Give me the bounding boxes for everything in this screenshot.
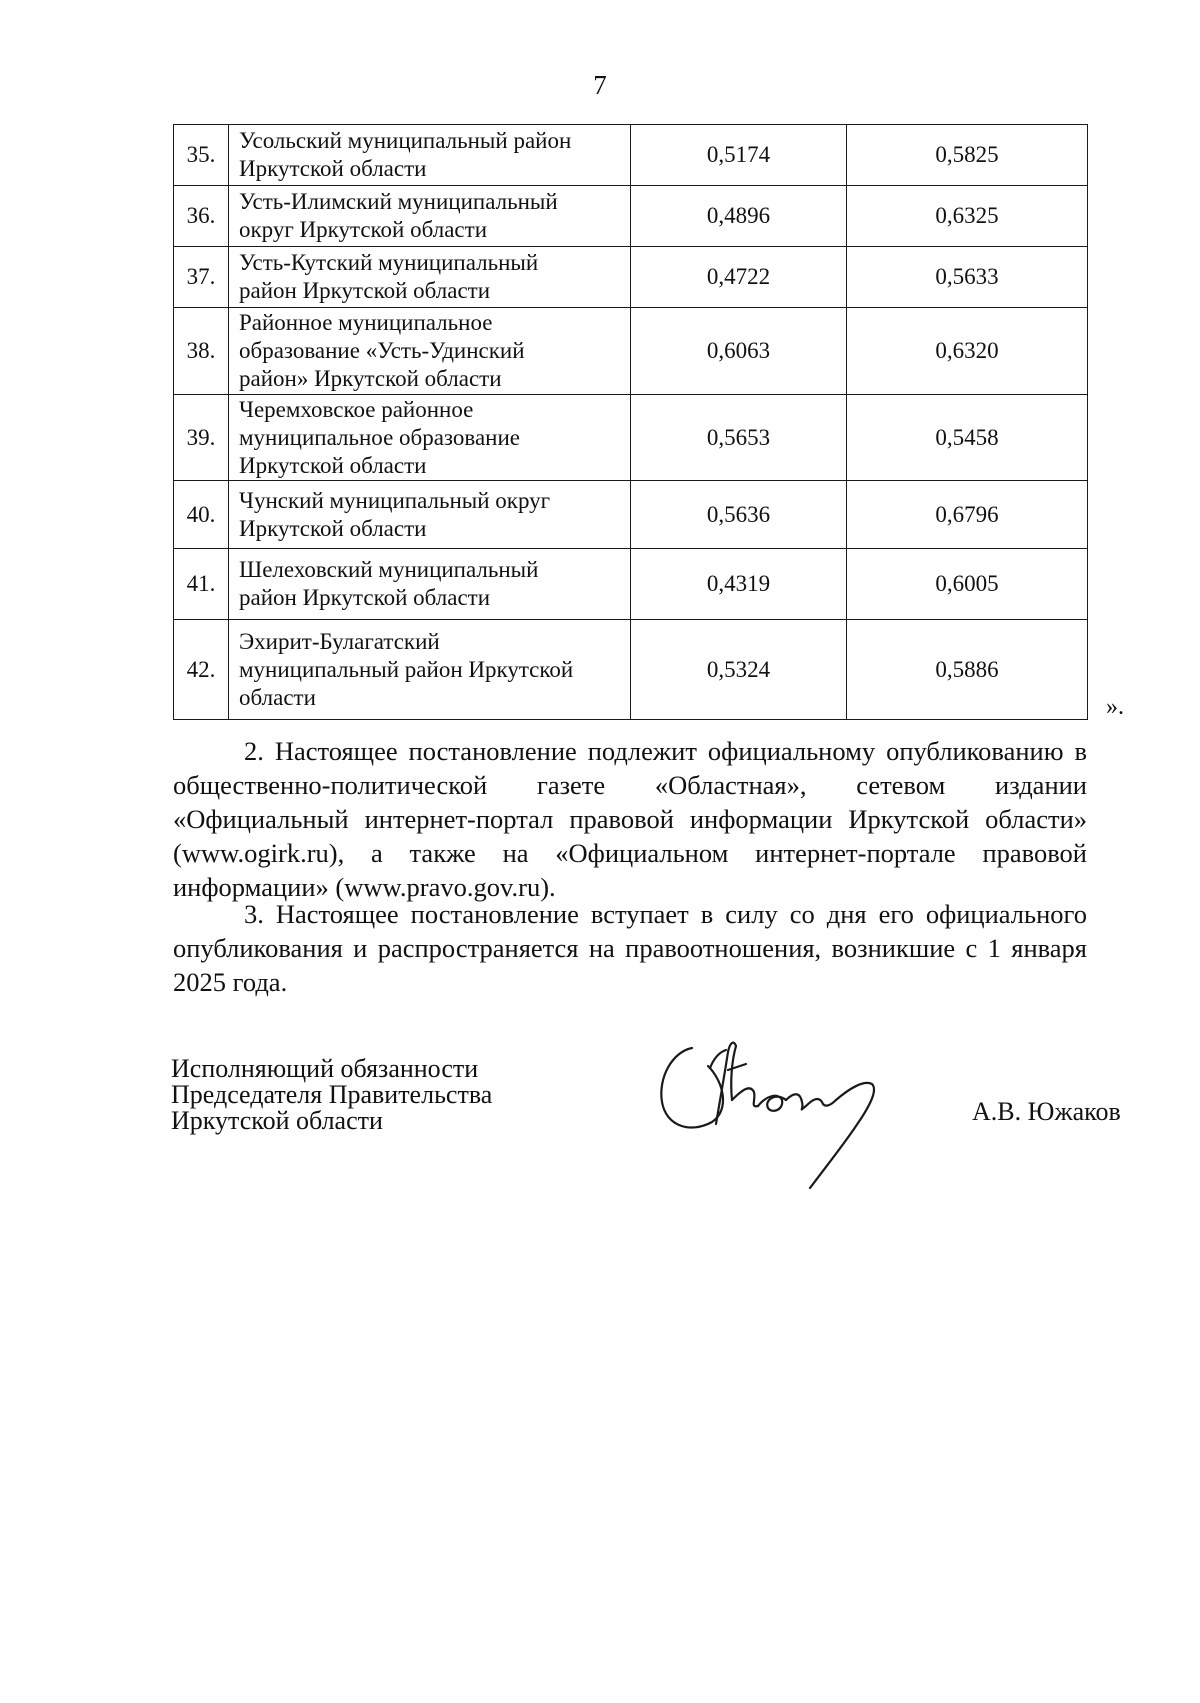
region-name [229,308,631,395]
region-name-line: Шелеховский муниципальный [239,557,539,582]
region-name [229,125,631,186]
value-cell-2: 0,6005 [847,549,1088,620]
value-cell-1: 0,5653 [631,395,847,481]
region-name-line: Чунский муниципальный округ [239,487,551,513]
row-number: 42. [174,620,229,720]
region-name [229,247,631,308]
signer-name: А.В. Южаков [972,1097,1121,1126]
region-name [229,395,631,481]
paragraph-publication [173,734,1087,904]
value-cell-1: 0,5174 [631,125,847,186]
page-number: 7 [593,70,607,100]
position-line: Иркутской области [171,1106,383,1135]
value-cell-2: 0,5458 [847,395,1088,481]
position-line: Исполняющий обязанности [171,1054,479,1083]
row-number: 36. [174,186,229,247]
region-name-line: округ Иркутской области [239,217,488,242]
row-number: 37. [174,247,229,308]
region-name-line: Усольский муниципальный район [239,128,572,153]
region-name-line: муниципальное образование [239,424,520,450]
region-name-line: Усть-Кутский муниципальный [239,250,539,275]
region-name [229,549,631,620]
regions-table [173,124,1088,720]
value-cell-2: 0,5825 [847,125,1088,186]
value-cell-2: 0,5886 [847,620,1088,720]
row-number: 40. [174,481,229,549]
value-cell-1: 0,5636 [631,481,847,549]
paragraph-text: 3. Настоящее постановление вступает в силу со дня его официального опубликования и распространяется на правоотношения, возникшие с 1 января 2025 года. [173,899,1087,997]
value-cell-2: 0,6796 [847,481,1088,549]
region-name-line: Эхирит-Булагатский [239,628,440,654]
value-cell-1: 0,4896 [631,186,847,247]
value-cell-1: 0,6063 [631,308,847,395]
row-number: 39. [174,395,229,481]
table-row [174,620,1088,720]
region-name-line: Иркутской области [239,156,427,181]
paragraph-text: 2. Настоящее постановление подлежит официальному опубликованию в общественно-политической газете «Областная», сетевом издании «Официальный интернет-портал правовой информации Иркутской области» (www.ogirk.ru), а также на «Официальном интернет-портале правовой информации» (www.pravo.gov.ru). [173,736,1087,902]
value-cell-1: 0,4319 [631,549,847,620]
region-name [229,186,631,247]
region-name-line: Иркутской области [239,452,427,478]
value-cell-2: 0,5633 [847,247,1088,308]
table-row [174,481,1088,549]
value-cell-2: 0,6325 [847,186,1088,247]
row-number: 38. [174,308,229,395]
row-number: 35. [174,125,229,186]
region-name-line: район Иркутской области [239,585,491,610]
table-row [174,308,1088,395]
region-name [229,481,631,549]
table-row [174,125,1088,186]
handwritten-signature [650,1030,910,1200]
table-row [174,247,1088,308]
region-name-line: район» Иркутской области [239,366,502,391]
region-name-line: муниципальный район Иркутской [239,656,574,682]
region-name-line: район Иркутской области [239,278,491,303]
value-cell-1: 0,5324 [631,620,847,720]
region-name-line: области [239,684,316,710]
paragraph-effective-date [173,897,1087,999]
region-name [229,620,631,720]
value-cell-2: 0,6320 [847,308,1088,395]
region-name-line: Районное муниципальное [239,310,493,335]
closing-quote: ». [1106,694,1124,720]
position-line: Председателя Правительства [171,1080,493,1109]
table-row [174,549,1088,620]
table-row [174,186,1088,247]
value-cell-1: 0,4722 [631,247,847,308]
signatory-position [171,1056,492,1134]
table-row [174,395,1088,481]
region-name-line: Усть-Илимский муниципальный [239,189,558,214]
region-name-line: Черемховское районное [239,396,474,422]
row-number: 41. [174,549,229,620]
region-name-line: Иркутской области [239,515,427,541]
region-name-line: образование «Усть-Удинский [239,338,525,363]
